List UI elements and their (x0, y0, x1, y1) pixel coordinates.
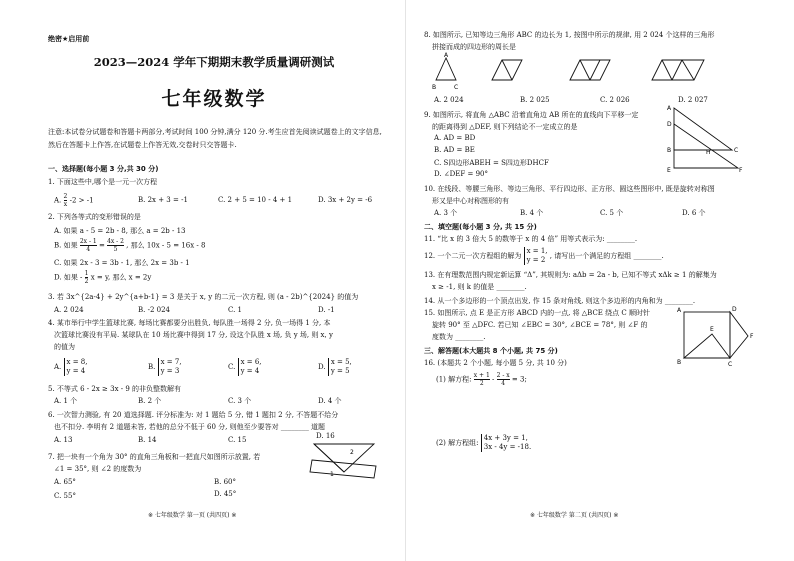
q1-option-c: C. 2 + 5 = 10 - 4 + 1 (218, 196, 293, 204)
q1-a-fraction: $\frac{2}{x}$ (63, 193, 68, 208)
exam-subject: 七年级数学 (161, 88, 267, 110)
right-page (420, 0, 770, 561)
q10-option-a: A. 3 个 (434, 209, 458, 217)
section3-heading: 三、解答题(本大题共 8 个小题, 共 75 分) (424, 347, 558, 355)
q4-option-c: C. x = 6, y = 4 (228, 358, 262, 375)
q16-part1: (1) 解方程: $\frac{x + 1}{2}$ - $\frac{2 - x}{4}$ = 3; (436, 372, 527, 387)
q1-option-d: D. 3x + 2y = -6 (318, 196, 373, 204)
q5-stem: 5. 不等式 6 - 2x ≥ 3x - 9 的非负整数解有 (48, 385, 182, 393)
svg-text:B: B (432, 84, 437, 91)
q10-option-d: D. 6 个 (682, 209, 706, 217)
q7-stem-1: 7. 把一块有一个角为 30° 的直角三角板和一把直尺如图所示放置, 若 (48, 453, 261, 461)
q14-text: 14. 从一个多边形的一个顶点出发, 作 15 条对角线, 则这个多边形的内角和为 ________. (424, 297, 696, 305)
q7-option-a: A. 65° (54, 478, 76, 486)
svg-text:D: D (732, 306, 737, 313)
svg-text:H: H (706, 149, 711, 156)
q2-option-b: B. 如果 $\frac{2x - 1}{4}$ = $\frac{4x - 2}{5}$ , 那么 10x - 5 = 16x - 8 (54, 238, 206, 253)
q9-stem-1: 9. 如图所示, 将直角 △ABC 沿着直角边 AB 所在的直线向下平移一定 (424, 111, 639, 119)
q15-text-2: 旋转 90° 至 △DFC. 若已知 ∠EBC = 30°, ∠BCE = 78°, 则 ∠F 的 (432, 321, 648, 329)
q1-option-a: A. $\frac{2}{x}$ -2 > -1 (54, 193, 94, 208)
svg-text:B: B (667, 147, 672, 154)
q16-text: 16. (本题共 2 个小题, 每小题 5 分, 共 10 分) (424, 359, 567, 367)
q16-part2: (2) 解方程组: 4x + 3y = 1, 3x - 4y = -18. (436, 434, 532, 451)
q10-option-c: C. 5 个 (600, 209, 624, 217)
svg-text:C: C (728, 361, 733, 368)
section2-heading: 二、填空题(每小题 3 分, 共 15 分) (424, 223, 537, 231)
q7-stem-2: ∠1 = 35°, 则 ∠2 的度数为 (54, 465, 142, 473)
q8-stem-2: 拼接而成的四边形的周长是 (432, 43, 516, 51)
secret-label: 绝密★启用前 (48, 35, 90, 43)
q13-text-2: x ≥ -1, 则 k 的值是 ________. (432, 283, 527, 291)
q4-stem-2: 次篮球比赛没有平局. 某球队在 10 场比赛中得到 17 分, 设这个队胜 x 场, 负 y 场, 则 x, y (54, 331, 333, 339)
q5-option-c: C. 3 个 (228, 397, 252, 405)
right-footer: ※ 七年级数学 第二页 (共四页) ※ (530, 512, 619, 519)
q4-option-a: A. x = 8, y = 4 (54, 358, 88, 375)
q6-stem-1: 6. 一次智力测验, 有 20 道选择题. 评分标准为: 对 1 题给 5 分, 错 1 题扣 2 分, 不答题不给分 (48, 411, 339, 419)
svg-text:F: F (739, 167, 743, 174)
svg-text:E: E (710, 326, 714, 333)
svg-text:B: B (677, 359, 682, 366)
q9-option-a: A. AD = BD (434, 134, 476, 142)
svg-text:D: D (667, 121, 672, 128)
q8-option-a: A. 2 024 (434, 96, 464, 104)
q5-option-d: D. 4 个 (318, 397, 342, 405)
q9-option-b: B. AD = BE (434, 146, 475, 154)
q12-text: 12. 一个二元一次方程组的解为 x = 1, y = 2 , 请写出一个满足的方程组 ________. (424, 247, 664, 264)
q7-option-c: C. 55° (54, 492, 76, 500)
q8-option-d: D. 2 027 (678, 96, 708, 104)
q4-stem-3: 的值为 (54, 343, 75, 351)
svg-text:C: C (734, 147, 739, 154)
exam-note: 注意:本试卷分试题卷和答题卡两部分,考试时间 100 分钟,满分 120 分.考生应首先阅读试题卷上的文字信息,然后在答题卡上作答,在试题卷上作答无效,交卷时只交答题卡. (48, 128, 382, 149)
q8-option-b: B. 2 025 (520, 96, 550, 104)
q15-text-1: 15. 如图所示, 点 E 是正方形 ABCD 内的一点, 将 △BCE 绕点 C 顺时针 (424, 309, 650, 317)
q7-option-d: D. 45° (214, 490, 237, 498)
q9-figure (666, 104, 746, 178)
q1-stem: 1. 下面这些中,哪个是一元一次方程 (48, 178, 158, 186)
q5-option-b: B. 2 个 (138, 397, 162, 405)
q10-option-b: B. 4 个 (520, 209, 544, 217)
q2-option-d: D. 如果 - $\frac{1}{2}$ x = y, 那么 x = 2y (54, 270, 152, 285)
svg-text:A: A (444, 52, 449, 59)
q6-option-d: D. 16 (316, 432, 335, 440)
svg-text:2: 2 (350, 449, 354, 456)
q15-text-3: 度数为 ________. (432, 333, 486, 341)
q9-option-c: C. S四边形ABEH = S四边形DHCF (434, 159, 549, 167)
q8-stem-1: 8. 如图所示, 已知等边三角形 ABC 的边长为 1, 按图中所示的规律, 用 2 024 个这样的三角形 (424, 31, 715, 39)
q3-option-a: A. 2 024 (54, 306, 84, 314)
svg-text:F: F (750, 333, 754, 340)
left-footer: ※ 七年级数学 第一页 (共四页) ※ (148, 512, 237, 519)
q3-option-b: B. -2 024 (138, 306, 170, 314)
q8-option-c: C. 2 026 (600, 96, 630, 104)
q2-stem: 2. 下列各等式的变形错误的是 (48, 213, 141, 221)
q9-option-d: D. ∠DEF = 90° (434, 170, 488, 178)
q3-option-d: D. -1 (318, 306, 335, 314)
svg-text:E: E (667, 167, 671, 174)
q10-stem-2: 形又是中心对称图形的有 (432, 197, 509, 205)
q5-option-a: A. 1 个 (54, 397, 78, 405)
svg-text:C: C (454, 84, 459, 91)
q6-option-a: A. 13 (54, 436, 73, 444)
q3-stem: 3. 若 3x^{2a-4} + 2y^{a+b-1} = 3 是关于 x, y 的二元一次方程, 则 (a - 2b)^{2024} 的值为 (48, 293, 359, 301)
q7-figure (310, 442, 380, 488)
q3-option-c: C. 1 (228, 306, 243, 314)
q2-option-a: A. 如果 a - 5 = 2b - 8, 那么 a = 2b - 13 (54, 227, 186, 235)
page-divider (405, 0, 406, 561)
q4-option-d: D. x = 5, y = 5 (318, 358, 352, 375)
q4-option-b: B. x = 7, y = 3 (148, 358, 182, 375)
q6-stem-2: 也不扣分. 李明有 2 道题未答, 若他的总分不低于 60 分, 则他至少要答对 ________ 道题 (54, 423, 326, 431)
q1-option-b: B. 2x + 3 = -1 (138, 196, 188, 204)
q7-option-b: B. 60° (214, 478, 237, 486)
left-page (38, 0, 390, 561)
svg-text:1: 1 (330, 471, 334, 478)
q6-option-c: C. 15 (228, 436, 247, 444)
q4-stem-1: 4. 某市举行中学生篮球比赛, 每场比赛都要分出胜负, 每队胜一场得 2 分, 负一场得 1 分, 本 (48, 319, 331, 327)
svg-text:A: A (677, 307, 682, 314)
section1-heading: 一、选择题(每小题 3 分,共 30 分) (48, 165, 159, 173)
q6-option-b: B. 14 (138, 436, 157, 444)
q11-text: 11. “比 x 的 3 倍大 5 的数等于 x 的 4 倍” 用等式表示为: ________. (424, 235, 638, 243)
q8-figure (432, 54, 762, 94)
q15-figure (676, 306, 756, 376)
svg-text:A: A (667, 105, 672, 112)
exam-title: 2023—2024 学年下期期末教学质量调研测试 (93, 55, 335, 69)
q9-stem-2: 的距离得到 △DEF, 则下列结论不一定成立的是 (432, 123, 578, 131)
q2-option-c: C. 如果 2x - 3 = 3b - 1, 那么 2x = 3b - 1 (54, 259, 190, 267)
q13-text-1: 13. 在有理数范围内规定新运算 “Δ”, 其规则为: aΔb = 2a - b, 已知不等式 xΔk ≥ 1 的解集为 (424, 271, 717, 279)
q10-stem-1: 10. 在线段、等腰三角形、等边三角形、平行四边形、正方形、圆这些图形中, 既是旋转对称图 (424, 185, 715, 193)
